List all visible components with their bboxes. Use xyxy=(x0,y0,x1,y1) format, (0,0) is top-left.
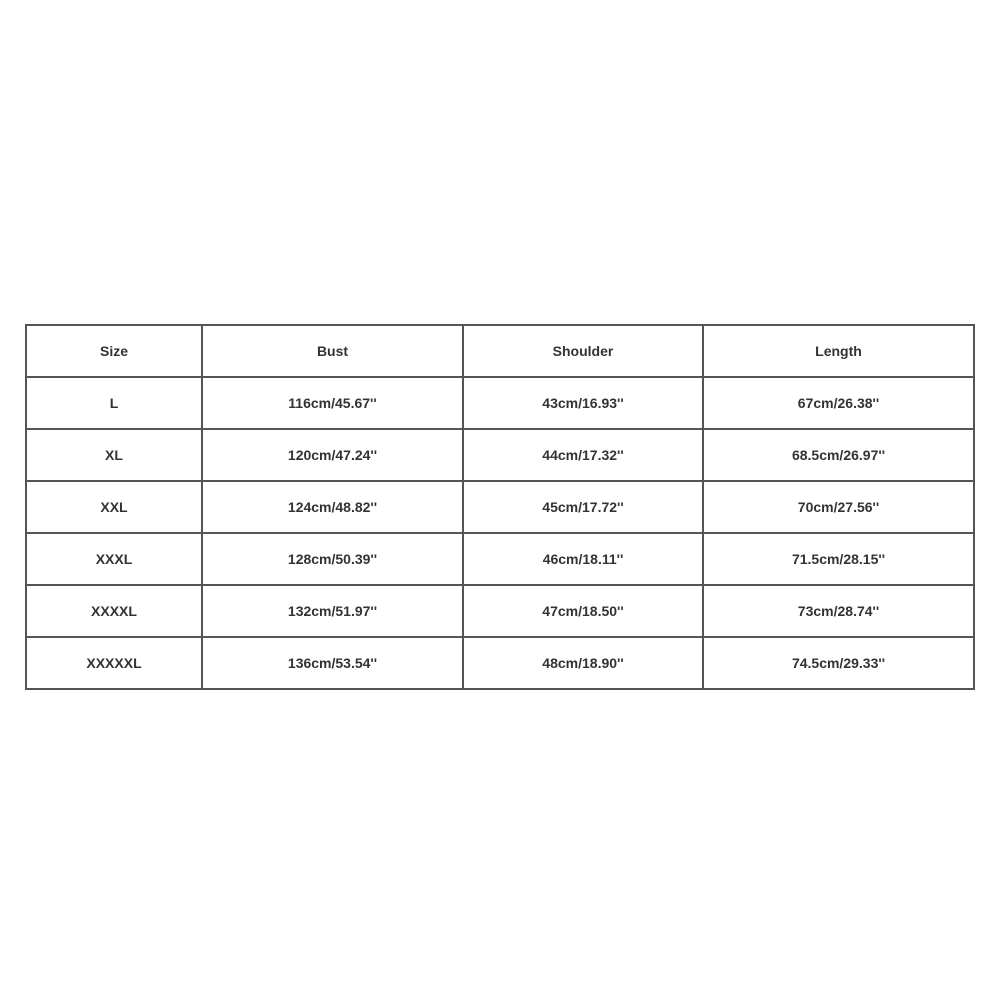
cell-bust: 120cm/47.24'' xyxy=(202,429,463,481)
cell-size: XXXXXL xyxy=(26,637,202,689)
cell-bust: 132cm/51.97'' xyxy=(202,585,463,637)
cell-shoulder: 48cm/18.90'' xyxy=(463,637,703,689)
table-row xyxy=(26,481,974,533)
cell-length: 73cm/28.74'' xyxy=(703,585,974,637)
table-row xyxy=(26,637,974,689)
table-row xyxy=(26,429,974,481)
header-size: Size xyxy=(26,325,202,377)
cell-length: 67cm/26.38'' xyxy=(703,377,974,429)
table-body xyxy=(26,377,974,689)
cell-size: XXXL xyxy=(26,533,202,585)
table-row xyxy=(26,585,974,637)
cell-length: 70cm/27.56'' xyxy=(703,481,974,533)
cell-length: 74.5cm/29.33'' xyxy=(703,637,974,689)
table-row xyxy=(26,533,974,585)
cell-size: XL xyxy=(26,429,202,481)
cell-size: XXXXL xyxy=(26,585,202,637)
table-header xyxy=(26,325,974,377)
cell-shoulder: 46cm/18.11'' xyxy=(463,533,703,585)
cell-size: XXL xyxy=(26,481,202,533)
header-row xyxy=(26,325,974,377)
cell-length: 68.5cm/26.97'' xyxy=(703,429,974,481)
header-bust: Bust xyxy=(202,325,463,377)
cell-shoulder: 44cm/17.32'' xyxy=(463,429,703,481)
header-length: Length xyxy=(703,325,974,377)
cell-bust: 124cm/48.82'' xyxy=(202,481,463,533)
cell-shoulder: 45cm/17.72'' xyxy=(463,481,703,533)
table-row xyxy=(26,377,974,429)
header-shoulder: Shoulder xyxy=(463,325,703,377)
cell-shoulder: 43cm/16.93'' xyxy=(463,377,703,429)
cell-length: 71.5cm/28.15'' xyxy=(703,533,974,585)
size-chart-table xyxy=(25,324,975,690)
cell-bust: 136cm/53.54'' xyxy=(202,637,463,689)
cell-bust: 116cm/45.67'' xyxy=(202,377,463,429)
cell-bust: 128cm/50.39'' xyxy=(202,533,463,585)
cell-shoulder: 47cm/18.50'' xyxy=(463,585,703,637)
cell-size: L xyxy=(26,377,202,429)
